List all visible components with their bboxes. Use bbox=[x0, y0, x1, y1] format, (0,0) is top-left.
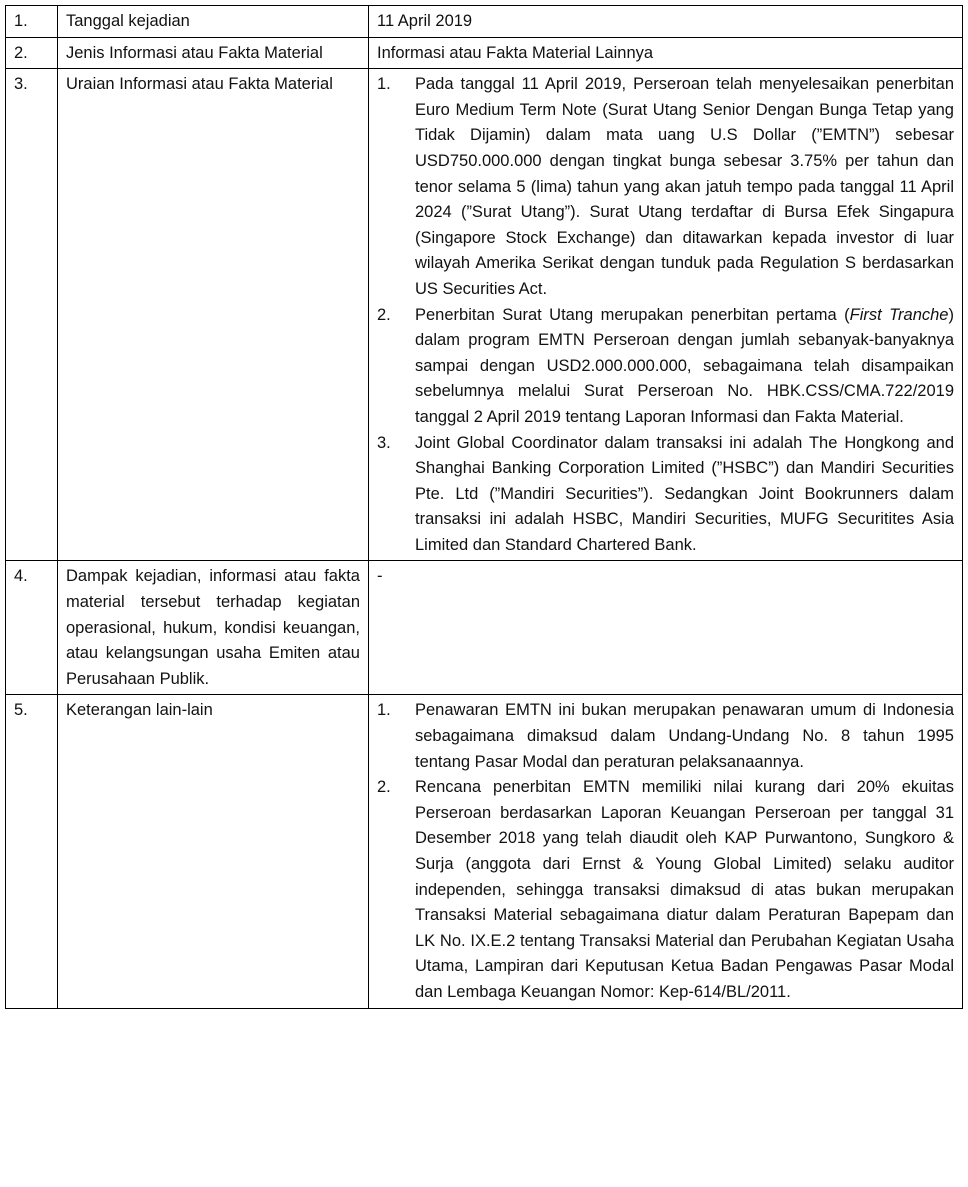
list-item-text: Penawaran EMTN ini bukan merupakan penawaran umum di Indonesia sebagaimana dimaksud dalam Undang-Undang No. 8 tahun 1995 tentang Pasar Modal dan peraturan pelaksanaannya. bbox=[415, 701, 954, 771]
row-value: Informasi atau Fakta Material Lainnya bbox=[369, 37, 963, 69]
table-row bbox=[6, 69, 963, 561]
row-label: Uraian Informasi atau Fakta Material bbox=[58, 69, 369, 561]
list-item-text: Joint Global Coordinator dalam transaksi ini adalah The Hongkong and Shanghai Banking Corporation Limited (”HSBC”) dan Mandiri Securities Pte. Ltd (”Mandiri Securities”). Sedangkan Joint Bookrunners dalam transaksi ini adalah HSBC, Mandiri Securities, MUFG Securitites Asia Limited dan Standard Chartered Bank. bbox=[415, 433, 954, 554]
row-value: 11 April 2019 bbox=[369, 6, 963, 38]
row-label: Keterangan lain-lain bbox=[58, 695, 369, 1008]
row-label: Jenis Informasi atau Fakta Material bbox=[58, 37, 369, 69]
row-number: 4. bbox=[6, 561, 58, 695]
disclosure-table bbox=[5, 5, 963, 1009]
list-item-number: 3. bbox=[377, 433, 391, 452]
table-row bbox=[6, 6, 963, 38]
list-item-number: 1. bbox=[377, 75, 391, 94]
numbered-list bbox=[377, 698, 954, 1005]
table-row bbox=[6, 561, 963, 695]
list-item-italic-text: First Tranche bbox=[849, 305, 949, 324]
list-item-number: 2. bbox=[377, 778, 391, 797]
table-row bbox=[6, 37, 963, 69]
list-item bbox=[377, 72, 954, 302]
row-value bbox=[369, 69, 963, 561]
list-item-text bbox=[415, 303, 954, 431]
list-item bbox=[377, 775, 954, 1005]
numbered-list bbox=[377, 72, 954, 558]
row-number: 1. bbox=[6, 6, 58, 38]
row-value bbox=[369, 695, 963, 1008]
table-row bbox=[6, 695, 963, 1008]
list-item bbox=[377, 698, 954, 775]
list-item-text: Rencana penerbitan EMTN memiliki nilai kurang dari 20% ekuitas Perseroan berdasarkan Laporan Keuangan Perseroan per tanggal 31 Desember 2018 yang telah diaudit oleh KAP Purwantono, Sungkoro & Surja (anggota dari Ernst & Young Global Limited) selaku auditor independen, sehingga transaksi dimaksud di atas bukan merupakan Transaksi Material sebagaimana diatur dalam Peraturan Bapepam dan LK No. IX.E.2 tentang Transaksi Material dan Perubahan Kegiatan Usaha Utama, Lampiran dari Keputusan Ketua Badan Pengawas Pasar Modal dan Lembaga Keuangan Nomor: Kep-614/BL/2011. bbox=[415, 778, 954, 1001]
list-item bbox=[377, 303, 954, 431]
list-item-text-part: ) dalam program EMTN Perseroan dengan jumlah sebanyak-banyaknya sampai dengan USD2.000.000.000, sebagaimana telah disampaikan sebelumnya melalui Surat Perseroan No. HBK.CSS/CMA.722/2019 tanggal 2 April 2019 tentang Laporan Informasi dan Fakta Material. bbox=[415, 305, 954, 426]
row-number: 2. bbox=[6, 37, 58, 69]
list-item-number: 1. bbox=[377, 701, 391, 720]
list-item-text: Pada tanggal 11 April 2019, Perseroan telah menyelesaikan penerbitan Euro Medium Term Note (Surat Utang Senior Dengan Bunga Tetap yang Tidak Dijamin) dalam mata uang U.S Dollar (”EMTN”) sebesar USD750.000.000 dengan tingkat bunga sebesar 3.75% per tahun dan tenor selama 5 (lima) tahun yang akan jatuh tempo pada tanggal 11 April 2024 (”Surat Utang”). Surat Utang terdaftar di Bursa Efek Singapura (Singapore Stock Exchange) dan ditawarkan kepada investor di luar wilayah Amerika Serikat dengan tunduk pada Regulation S berdasarkan US Securities Act. bbox=[415, 75, 954, 298]
list-item bbox=[377, 431, 954, 559]
row-label: Tanggal kejadian bbox=[58, 6, 369, 38]
row-number: 3. bbox=[6, 69, 58, 561]
row-label: Dampak kejadian, informasi atau fakta material tersebut terhadap kegiatan operasional, hukum, kondisi keuangan, atau kelangsungan usaha Emiten atau Perusahaan Publik. bbox=[58, 561, 369, 695]
row-number: 5. bbox=[6, 695, 58, 1008]
list-item-text-part: Penerbitan Surat Utang merupakan penerbitan pertama ( bbox=[415, 305, 850, 324]
row-value: - bbox=[369, 561, 963, 695]
list-item-number: 2. bbox=[377, 305, 391, 324]
